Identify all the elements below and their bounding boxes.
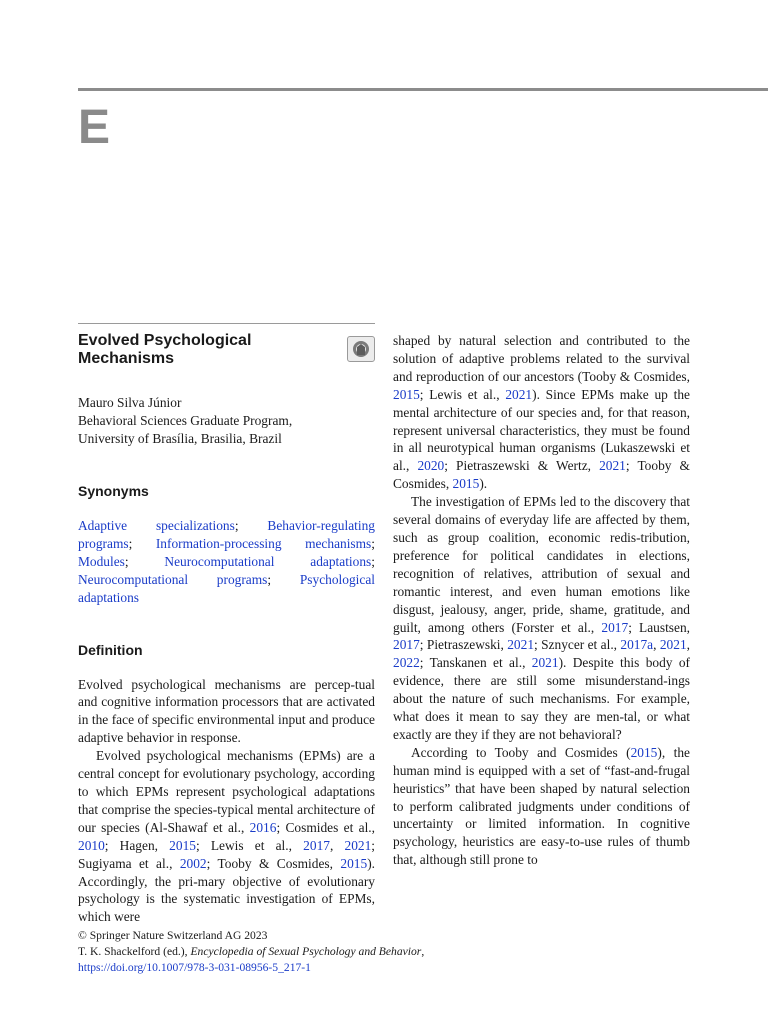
text-run: According to Tooby and Cosmides ( [411,744,631,760]
text-run: ; Tooby & Cosmides, [206,855,341,871]
reference-link[interactable]: 2021 [505,386,533,402]
reference-link[interactable]: 2010 [78,837,105,853]
citation-suffix: , [421,945,425,958]
reference-link[interactable]: 2021 [507,637,535,653]
synonym-link[interactable]: Psychological adaptations [78,571,375,605]
right-column [393,332,690,869]
reference-link[interactable]: 2022 [393,655,420,671]
synonym-link[interactable]: Neurocomputational adaptations [164,553,372,569]
synonym-link[interactable]: Adaptive specializations [78,518,235,533]
text-run: ; Lewis et al., [195,837,304,853]
text-run: ). Accordingly, the pri-mary objective of evolutionary psychology is the systematic investigation of EPMs, which were [78,855,375,925]
text-run: ). Despite this body of evidence, there are still some misunderstand-ings about the nature of such mechanisms. For example, what does it mean to say they are men-tal, or what exactly are they if they are not behavioral? [393,655,690,742]
reference-link[interactable]: 2017 [393,637,420,653]
text-run: , [653,637,660,653]
reference-link[interactable]: 2015 [340,855,368,871]
text-run: , [686,637,690,653]
synonym-link[interactable]: Information-processing mechanisms [155,535,372,551]
body-paragraph-2 [393,493,690,744]
doi-link[interactable]: https://doi.org/10.1007/978-3-031-08956-5_217-1 [78,961,311,974]
entry-title-line1: Evolved Psychological [78,332,252,349]
citation-prefix: T. K. Shackelford (ed.), [78,945,191,958]
reference-link[interactable]: 2021 [531,655,559,671]
title-row [78,332,375,372]
reference-link[interactable]: 2021 [599,458,626,474]
reference-link[interactable]: 2017a [620,637,654,653]
text-run: ; Sugiyama et al., [78,837,376,871]
body-paragraph-3 [393,744,690,869]
reference-link[interactable]: 2021 [344,837,372,853]
reference-link[interactable]: 2021 [659,637,687,653]
synonym-link[interactable]: Behavior-regulating programs [78,518,375,551]
affiliation-line1: Behavioral Sciences Graduate Program, [78,413,293,428]
footer [78,928,690,976]
text-run: ; Sznycer et al., [534,637,621,653]
reference-link[interactable]: 2016 [249,819,277,835]
affiliation-line2: University of Brasília, Brasilia, Brazil [78,431,282,446]
text-run: ; Cosmides et al., [276,819,375,835]
left-column [78,323,375,926]
text-run: ). [479,476,488,492]
reference-link[interactable]: 2017 [601,619,629,635]
definition-paragraph-2 [78,747,375,926]
section-letter: E [78,101,111,154]
reference-link[interactable]: 2002 [179,855,207,871]
text-run: ), the human mind is equipped with a set of “fast-and-frugal heuristics” that have been shaped by natural selection to perform calibrated judgments under conditions of uncertainty or limited information. In cognitive psychology, heuristics are easy-to-use rules of thumb that, although still prone to [393,744,690,868]
text-run: Evolved psychological mechanisms (EPMs) are a central concept for evolutionary psychology, according to which EPMs represent psychological adaptations that comprise the species-typical mental architecture of our species (Al-Shawaf et al., [78,748,375,835]
reference-link[interactable]: 2015 [169,837,196,853]
synonym-link[interactable]: Neurocomputational programs [78,571,268,587]
synonyms-list: Adaptive specializations; Behavior-regulating programs; Information-processing mechanisms; Modules; Neurocomputational adaptations; Neurocomputational programs; Psychological adaptations [78,518,375,605]
synonym-link[interactable]: Modules [78,553,125,569]
reference-link[interactable]: 2015 [452,476,480,492]
body-paragraph-1 [393,332,690,493]
reference-link[interactable]: 2015 [630,744,658,760]
text-run: ; Tanskanen et al., [419,655,532,671]
text-run: The investigation of EPMs led to the discovery that several domains of everyday life are affected by them, such as group coalition, economic redis-tribution, preference for political candidates in elections, recognition of relatives, attribution of sexual and romantic interest, and even human emotions like disgust, jealousy, anger, pride, shame, gratitude, and guilt, among others (Forster et al., [393,494,690,635]
definition-paragraph-1: Evolved psychological mechanisms are percep-tual and cognitive information processors that are activated in the face of specific environmental input and produce adaptive behavior in response. [78,676,375,746]
text-run: shaped by natural selection and contributed to the solution of adaptive problems related to the survival and reproduction of our ancestors (Tooby & Cosmides, [393,333,690,384]
top-rule [78,88,768,91]
text-run: ). Since EPMs make up the mental architecture of our species and, for that reason, represent universal characteristics, they must be found in all neurotypical human organisms (Lukaszewski et al., [393,386,690,474]
copyright-line: © Springer Nature Switzerland AG 2023 [78,929,268,942]
text-run: , [329,837,345,853]
synonyms-heading: Synonyms [78,483,149,499]
citation-line [78,944,690,960]
definition-heading: Definition [78,641,143,658]
crossmark-icon[interactable] [347,336,375,362]
text-run: ; Pietraszewski & Wertz, [444,458,600,474]
entry-title-line2: Mechanisms [78,350,175,367]
text-run: ; Hagen, [104,837,170,853]
text-run: ; Lewis et al., [419,386,506,402]
reference-link[interactable]: 2015 [393,386,420,402]
text-run: ; Laustsen, [628,619,691,635]
author-block [78,394,375,448]
text-run: ; Pietraszewski, [419,637,508,653]
text-run: ; Tooby & Cosmides, [393,458,690,492]
reference-link[interactable]: 2020 [417,458,445,474]
reference-link[interactable]: 2017 [303,837,330,853]
entry-title [78,332,328,368]
title-rule [78,323,375,324]
author-name: Mauro Silva Júnior [78,395,182,410]
citation-title: Encyclopedia of Sexual Psychology and Behavior [190,945,422,958]
